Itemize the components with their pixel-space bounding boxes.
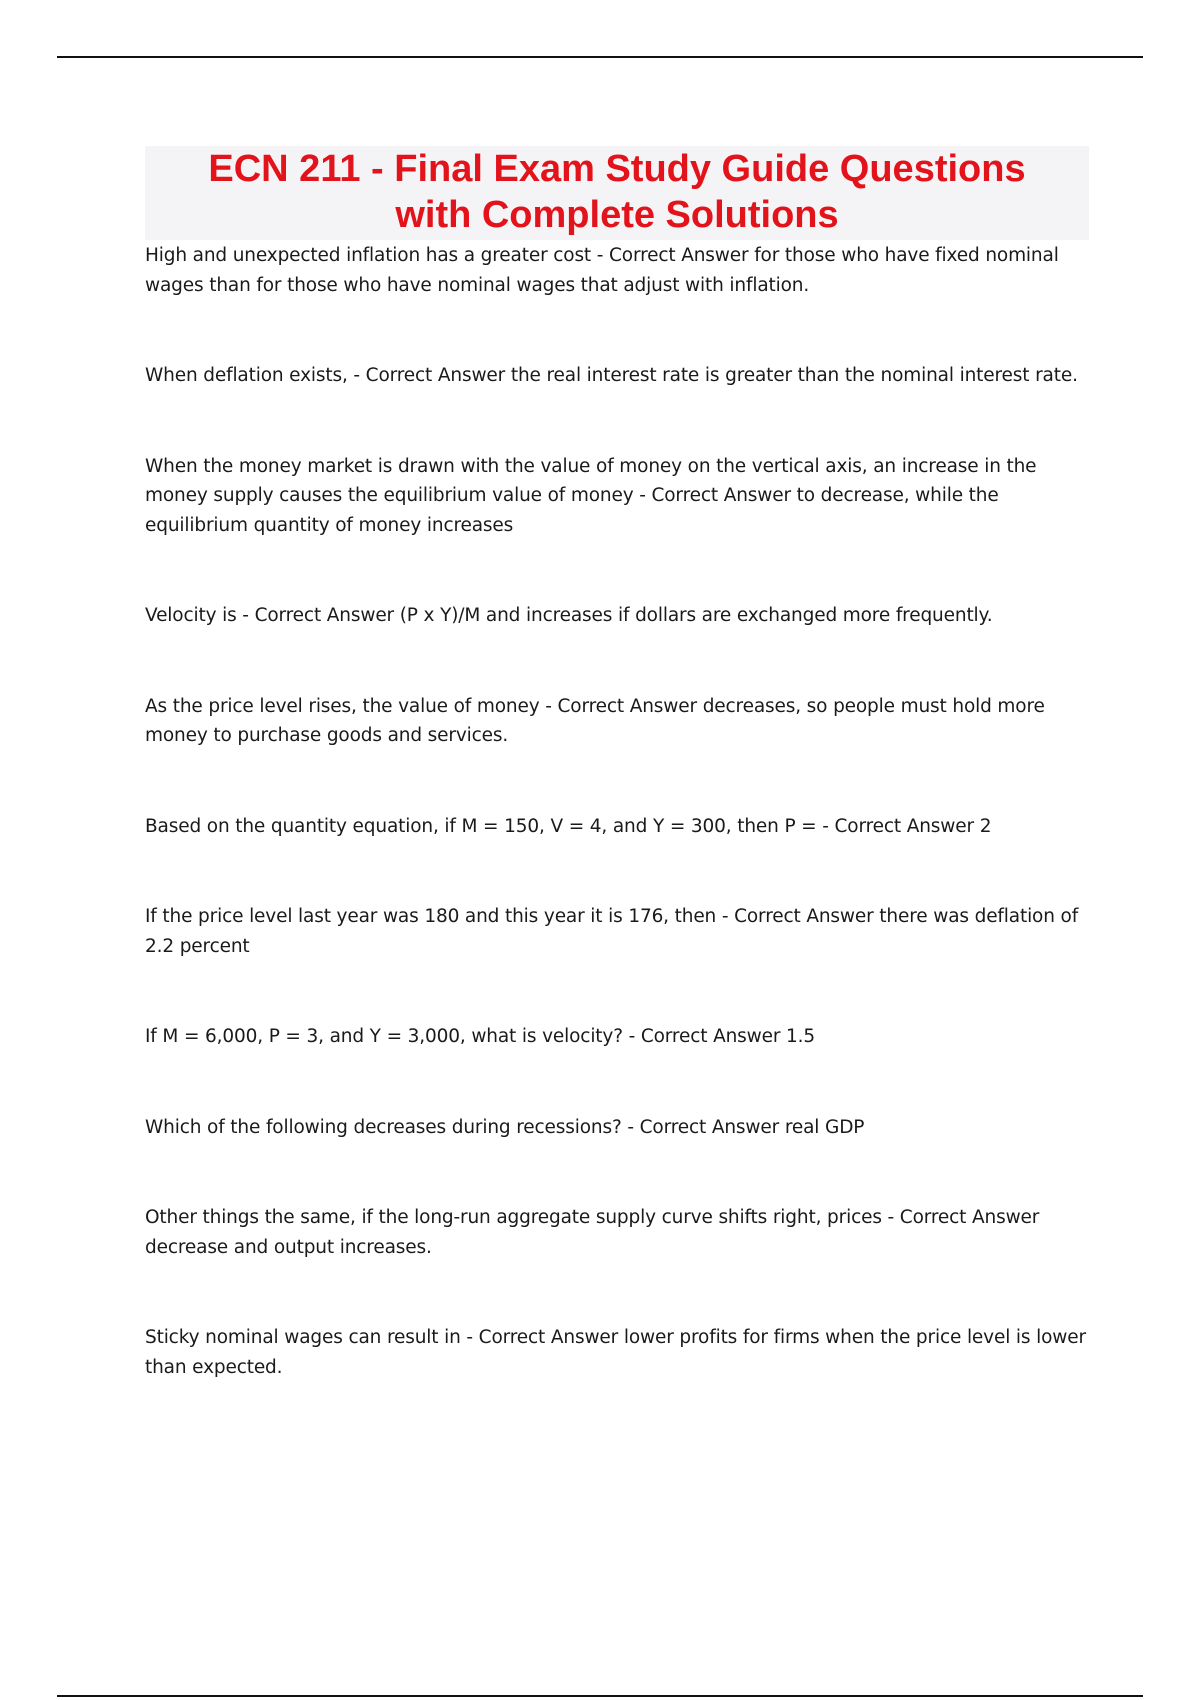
- qa-item: Velocity is - Correct Answer (P x Y)/M and increases if dollars are exchanged more frequently.: [145, 605, 993, 626]
- qa-item: Sticky nominal wages can result in - Correct Answer lower profits for firms when the price level is lower than expected.: [145, 1327, 1086, 1378]
- qa-item: When the money market is drawn with the value of money on the vertical axis, an increase in the money supply causes the equilibrium value of money - Correct Answer to decrease, while the equilibrium quantity of money increases: [145, 455, 1037, 536]
- qa-item: If the price level last year was 180 and this year it is 176, then - Correct Answer there was deflation of 2.2 percent: [145, 906, 1079, 957]
- qa-item: Based on the quantity equation, if M = 150, V = 4, and Y = 300, then P = - Correct Answer 2: [145, 815, 992, 837]
- question-answer-list: [145, 241, 1089, 1382]
- bottom-rule: [57, 1695, 1143, 1697]
- document-body: [145, 146, 1089, 1443]
- qa-item: Which of the following decreases during recessions? - Correct Answer real GDP: [145, 1116, 865, 1138]
- title-line-1: ECN 211 - Final Exam Study Guide Questions: [208, 148, 1026, 190]
- title-line-2: with Complete Solutions: [395, 194, 839, 236]
- qa-item: Other things the same, if the long-run aggregate supply curve shifts right, prices - Correct Answer decrease and output increases.: [145, 1207, 1040, 1258]
- qa-item: High and unexpected inflation has a greater cost - Correct Answer for those who have fixed nominal wages than for those who have nominal wages that adjust with inflation.: [145, 245, 1059, 296]
- qa-item: As the price level rises, the value of money - Correct Answer decreases, so people must hold more money to purchase goods and services.: [145, 695, 1045, 746]
- top-rule: [57, 56, 1143, 58]
- document-title: [145, 146, 1089, 240]
- qa-item: When deflation exists, - Correct Answer the real interest rate is greater than the nominal interest rate.: [145, 365, 1078, 386]
- qa-item: If M = 6,000, P = 3, and Y = 3,000, what is velocity? - Correct Answer 1.5: [145, 1026, 816, 1047]
